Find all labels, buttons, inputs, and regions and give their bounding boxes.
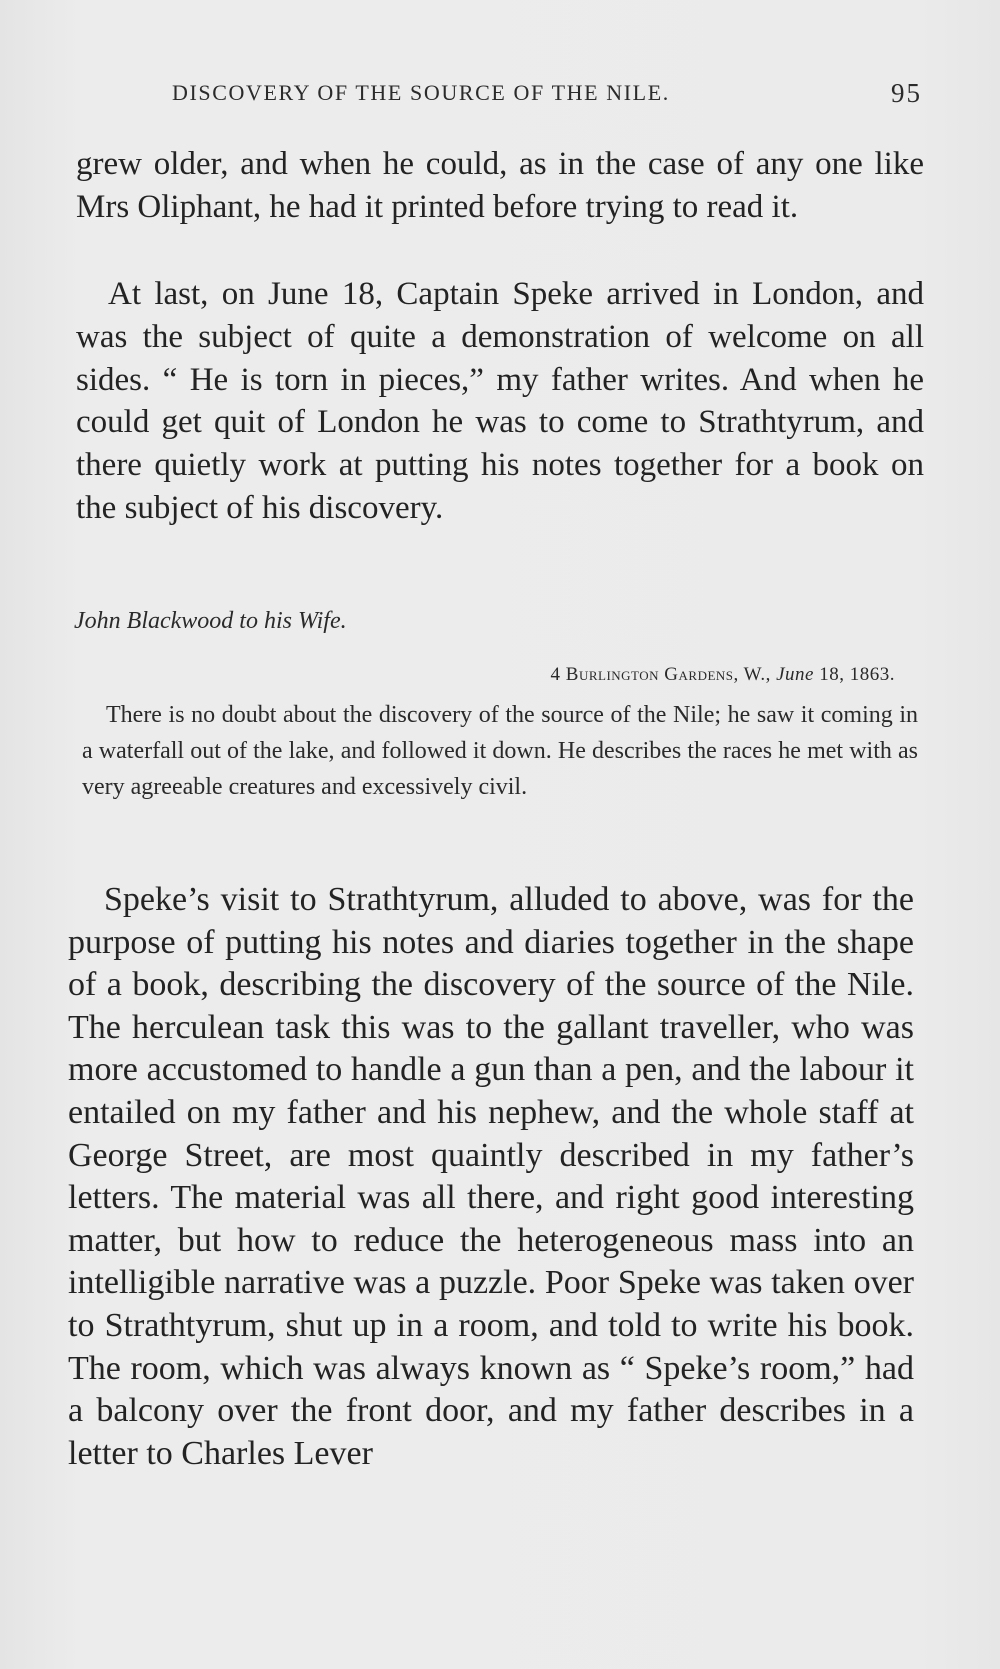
dateline-month: June bbox=[776, 664, 814, 685]
running-title: DISCOVERY OF THE SOURCE OF THE NILE. bbox=[172, 80, 670, 105]
letter-dateline bbox=[551, 664, 895, 686]
dateline-number: 4 bbox=[550, 664, 566, 685]
paragraph-text: grew older, and when he could, as in the case of any one like Mrs Oliphant, he had it printed before trying to read it. bbox=[76, 146, 924, 225]
paragraph-text: At last, on June 18, Captain Speke arrived in London, and was the subject of quite a demonstration of welcome on all sides. “ He is torn in pieces,” my father writes. And when he could get quit of London he was to come to Strathtyrum, and there quietly work at putting his notes together for a book on the subject of his discovery. bbox=[76, 276, 924, 526]
letter-text: There is no doubt about the discovery of the source of the Nile; he saw it coming in a waterfall out of the lake, and followed it down. He describes the races he met with as very agreeable creatures and excessively civil. bbox=[82, 702, 918, 800]
running-header bbox=[172, 80, 922, 116]
paragraph-text: Speke’s visit to Strathtyrum, alluded to above, was for the purpose of putting his notes and diaries together in the shape of a book, describing the discovery of the source of the Nile. The herculean task this was to the gallant traveller, who was more accustomed to handle a gun than a pen, and the labour it entailed on my father and his nephew, and the whole staff at George Street, are most quaintly described in my father’s letters. The material was all there, and right good interesting matter, but how to reduce the heterogeneous mass into an intelligible narrative was a puzzle. Poor Speke was taken over to Strathtyrum, shut up in a room, and told to write his book. The room, which was always known as “ Speke’s room,” had a balcony over the front door, and my father describes in a letter to Charles Lever bbox=[68, 881, 914, 1472]
dateline-address: Burlington Gardens, W., bbox=[565, 664, 777, 685]
letter-heading: John Blackwood to his Wife. bbox=[74, 608, 347, 634]
page-number: 95 bbox=[891, 78, 922, 108]
paragraph-speke-arrived bbox=[76, 273, 924, 530]
letter-body bbox=[82, 697, 918, 805]
paragraph-visit bbox=[68, 879, 914, 1475]
paragraph-continued bbox=[76, 143, 924, 229]
dateline-rest: 18, 1863. bbox=[814, 664, 895, 685]
